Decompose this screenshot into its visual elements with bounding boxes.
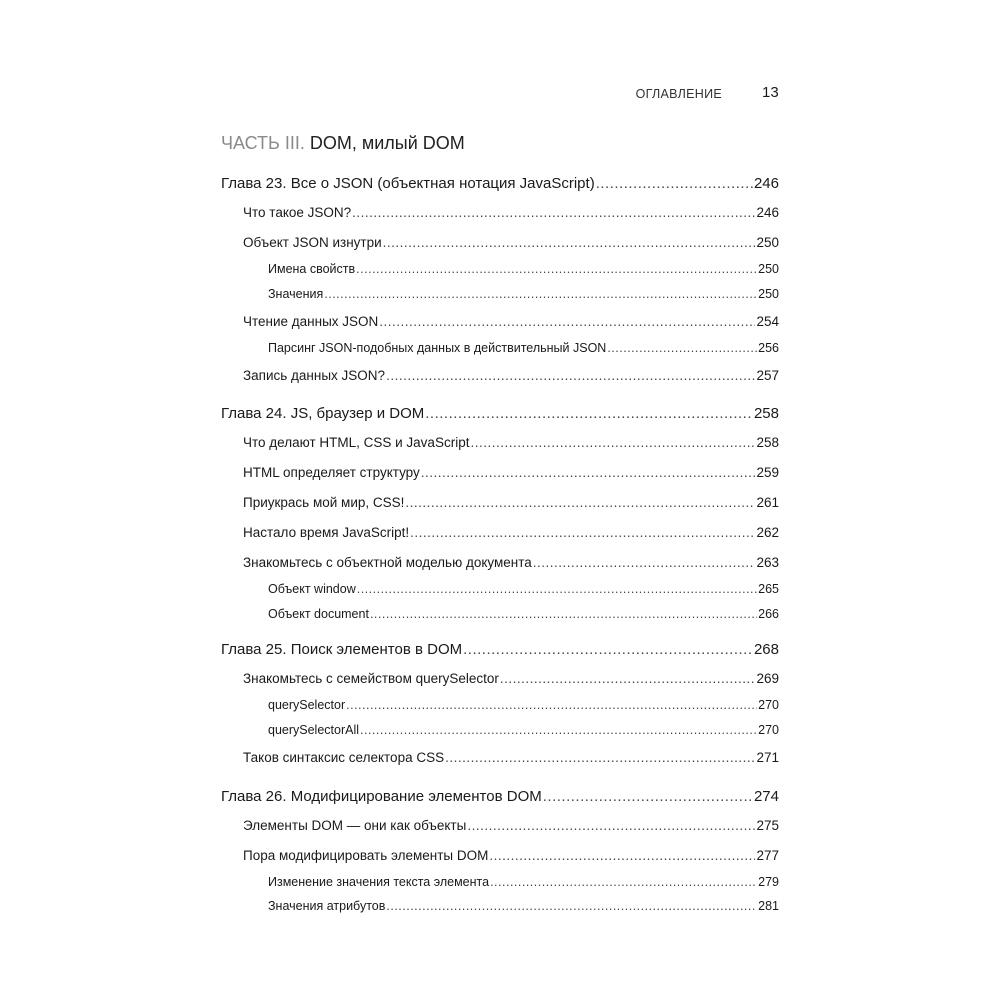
toc-subsection-entry — [268, 875, 779, 892]
running-head-title: ОГЛАВЛЕНИЕ — [635, 87, 722, 101]
toc-entry-page: 254 — [756, 314, 779, 329]
toc-entry-title: Глава 25. Поиск элементов в DOM — [221, 641, 463, 658]
toc-entry-page: 271 — [756, 750, 779, 765]
dot-leader — [360, 723, 757, 737]
toc-entry-page: 275 — [756, 818, 779, 833]
dot-leader — [324, 287, 757, 301]
toc-section-entry — [243, 205, 779, 223]
toc-entry-page: 281 — [758, 899, 779, 913]
dot-leader — [405, 495, 755, 510]
toc-entry-title: Парсинг JSON-подобных данных в действительный JSON — [268, 341, 607, 355]
toc-entry-title: Глава 23. Все о JSON (объектная нотация JavaScript) — [221, 175, 595, 192]
toc-section-entry — [243, 465, 779, 483]
toc-section-entry — [243, 314, 779, 332]
toc-entry-title: Значения — [268, 287, 324, 301]
toc-entry-title: Что делают HTML, CSS и JavaScript — [243, 435, 470, 450]
toc-subsection-entry — [268, 262, 779, 279]
dot-leader — [543, 788, 753, 805]
toc-chapter-entry — [221, 788, 779, 808]
toc-entry-page: 269 — [756, 671, 779, 686]
dot-leader — [463, 641, 753, 658]
toc-entry-title: Объект window — [268, 582, 356, 596]
toc-entry-title: Элементы DOM — они как объекты — [243, 818, 467, 833]
toc-entry-page: 277 — [756, 848, 779, 863]
toc-entry-page: 268 — [753, 641, 779, 658]
toc-entry-page: 262 — [756, 525, 779, 540]
toc-entry-page: 270 — [758, 723, 779, 737]
toc-entry-title: Знакомьтесь с объектной моделью документа — [243, 555, 532, 570]
dot-leader — [607, 341, 757, 355]
toc-section-entry — [243, 750, 779, 768]
toc-section-entry — [243, 495, 779, 513]
dot-leader — [470, 435, 755, 450]
toc-entry-page: 270 — [758, 698, 779, 712]
toc-entry-page: 265 — [758, 582, 779, 596]
toc-entry-title: Глава 24. JS, браузер и DOM — [221, 405, 425, 422]
dot-leader — [357, 582, 757, 596]
toc-section-entry — [243, 368, 779, 386]
dot-leader — [386, 368, 755, 383]
toc-entry-title: Что такое JSON? — [243, 205, 352, 220]
dot-leader — [352, 205, 755, 220]
toc-entry-title: Объект JSON изнутри — [243, 235, 382, 250]
toc-entry-page: 261 — [756, 495, 779, 510]
toc-subsection-entry — [268, 607, 779, 624]
toc-entry-title: Чтение данных JSON — [243, 314, 379, 329]
dot-leader — [370, 607, 757, 621]
part-title: DOM, милый DOM — [309, 133, 465, 153]
dot-leader — [386, 899, 757, 913]
toc-entry-title: Объект document — [268, 607, 369, 621]
dot-leader — [410, 525, 755, 540]
toc-entry-title: querySelector — [268, 698, 346, 712]
toc-entry-title: Знакомьтесь с семейством querySelector — [243, 671, 499, 686]
toc-entry-title: Имена свойств — [268, 262, 356, 276]
toc-chapter-entry — [221, 405, 779, 425]
toc-entry-page: 250 — [758, 262, 779, 276]
toc-subsection-entry — [268, 723, 779, 740]
toc-entry-page: 279 — [758, 875, 779, 889]
toc-subsection-entry — [268, 698, 779, 715]
toc-entry-page: 246 — [753, 175, 779, 192]
toc-subsection-entry — [268, 341, 779, 358]
part-label: ЧАСТЬ III. — [221, 133, 305, 153]
toc-entry-page: 257 — [756, 368, 779, 383]
toc-subsection-entry — [268, 287, 779, 304]
toc-entry-page: 258 — [756, 435, 779, 450]
toc-entry-page: 266 — [758, 607, 779, 621]
dot-leader — [489, 848, 755, 863]
dot-leader — [379, 314, 755, 329]
toc-section-entry — [243, 818, 779, 836]
dot-leader — [533, 555, 756, 570]
page-number: 13 — [762, 84, 779, 101]
toc-section-entry — [243, 848, 779, 866]
dot-leader — [356, 262, 757, 276]
toc-section-entry — [243, 435, 779, 453]
toc-section-entry — [243, 555, 779, 573]
toc-chapter-entry — [221, 641, 779, 661]
toc-entry-title: Значения атрибутов — [268, 899, 386, 913]
toc-chapter-entry — [221, 175, 779, 195]
dot-leader — [346, 698, 757, 712]
toc-section-entry — [243, 525, 779, 543]
dot-leader — [500, 671, 756, 686]
toc-entry-title: Пора модифицировать элементы DOM — [243, 848, 489, 863]
dot-leader — [383, 235, 756, 250]
toc-entry-page: 246 — [756, 205, 779, 220]
toc-entry-title: HTML определяет структуру — [243, 465, 420, 480]
toc-entry-title: Приукрась мой мир, CSS! — [243, 495, 405, 510]
toc-entry-title: Запись данных JSON? — [243, 368, 386, 383]
dot-leader — [596, 175, 753, 192]
toc-entry-page: 274 — [753, 788, 779, 805]
dot-leader — [467, 818, 755, 833]
dot-leader — [445, 750, 755, 765]
toc-entry-page: 258 — [753, 405, 779, 422]
toc-section-entry — [243, 671, 779, 689]
toc-entry-title: Настало время JavaScript! — [243, 525, 410, 540]
toc-entry-page: 250 — [758, 287, 779, 301]
toc-entry-page: 256 — [758, 341, 779, 355]
toc-subsection-entry — [268, 899, 779, 916]
toc-entry-page: 259 — [756, 465, 779, 480]
toc-entry-page: 250 — [756, 235, 779, 250]
toc-entry-title: Изменение значения текста элемента — [268, 875, 490, 889]
toc-entry-title: Таков синтаксис селектора CSS — [243, 750, 445, 765]
dot-leader — [425, 405, 753, 422]
toc-entry-title: querySelectorAll — [268, 723, 360, 737]
toc-entry-page: 263 — [756, 555, 779, 570]
dot-leader — [490, 875, 757, 889]
toc-subsection-entry — [268, 582, 779, 599]
toc-entry-title: Глава 26. Модифицирование элементов DOM — [221, 788, 542, 805]
toc-section-entry — [243, 235, 779, 253]
dot-leader — [421, 465, 756, 480]
